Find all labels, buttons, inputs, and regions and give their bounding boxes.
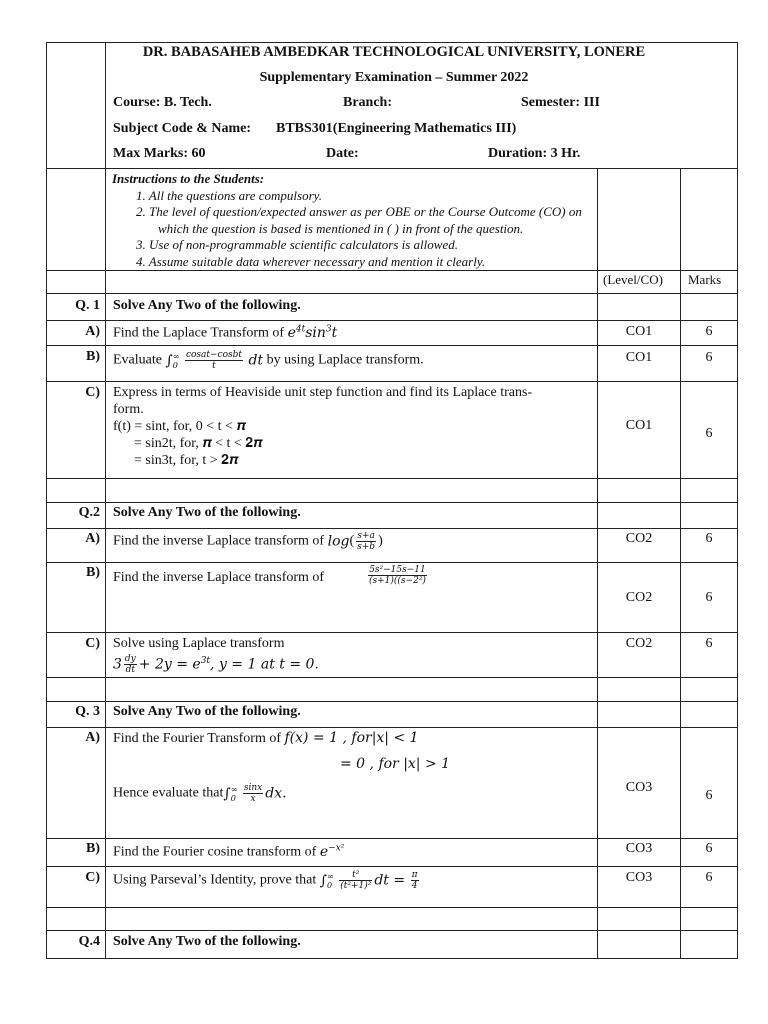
q3c-prompt: Using Parseval’s Identity, prove that bbox=[113, 872, 317, 888]
duration: Duration: 3 Hr. bbox=[488, 146, 581, 161]
q3a-hence bbox=[113, 783, 287, 804]
q3a-integral bbox=[223, 786, 237, 802]
q1b-marks: 6 bbox=[705, 350, 713, 365]
instruction-item: 4. Assume suitable data wherever necessary and mention it clearly. bbox=[136, 254, 486, 269]
q3a-label: A) bbox=[85, 730, 100, 745]
q2-number: Q.2 bbox=[78, 505, 100, 520]
q4-number: Q.4 bbox=[78, 934, 100, 949]
university-name: DR. BABASAHEB AMBEDKAR TECHNOLOGICAL UNIVERSITY, LONERE bbox=[142, 44, 646, 60]
q2b-frac bbox=[368, 565, 427, 586]
semester: Semester: III bbox=[521, 95, 600, 110]
q3c-fraction bbox=[339, 870, 372, 891]
integral-sign: ∫ bbox=[319, 872, 328, 889]
q1c-co: CO1 bbox=[625, 418, 653, 433]
q1a-prompt: Find the Laplace Transform of bbox=[113, 325, 285, 341]
row-divider bbox=[46, 478, 738, 479]
level-co-heading: (Level/CO) bbox=[603, 272, 663, 287]
row-divider bbox=[46, 930, 738, 931]
q1a-text bbox=[113, 324, 337, 342]
instruction-item: 3. Use of non-programmable scientific calculators is allowed. bbox=[136, 237, 458, 252]
row-divider bbox=[46, 907, 738, 908]
q2c-derivative bbox=[124, 654, 137, 675]
q1c-line2: form. bbox=[113, 402, 144, 417]
q3a-marks: 6 bbox=[705, 788, 713, 803]
row-divider bbox=[46, 320, 738, 321]
q4-title: Solve Any Two of the following. bbox=[113, 934, 301, 949]
q1a-exp: 4t bbox=[295, 324, 306, 334]
denominator: dt bbox=[125, 665, 136, 675]
q3c-result bbox=[411, 870, 419, 891]
numerator: cosat−cosbt bbox=[185, 350, 243, 360]
subject-value: BTBS301(Engineering Mathematics III) bbox=[276, 121, 517, 136]
numerator: 5s²−15s−11 bbox=[369, 565, 426, 575]
q1-number: Q. 1 bbox=[75, 298, 100, 313]
q2c-line1: Solve using Laplace transform bbox=[113, 636, 285, 651]
q3a-expr2: = 0 , for |x| > 1 bbox=[340, 756, 451, 772]
q2a-co: CO2 bbox=[625, 531, 653, 546]
q1b-dt: dt bbox=[248, 352, 264, 369]
row-divider bbox=[46, 727, 738, 728]
q3a-text bbox=[113, 730, 419, 747]
exponent: −x² bbox=[328, 843, 345, 853]
row-divider bbox=[46, 270, 738, 271]
q3b-text bbox=[113, 843, 344, 861]
instruction-item: 2. The level of question/expected answer as per OBE or the Course Outcome (CO) on bbox=[136, 204, 582, 219]
q2b-co: CO2 bbox=[625, 590, 653, 605]
q1c-line4: = sin2t, for, 𝝅 < t < 𝟐𝝅 bbox=[134, 436, 263, 451]
row-divider bbox=[46, 632, 738, 633]
row-divider bbox=[46, 528, 738, 529]
row-divider bbox=[46, 677, 738, 678]
q3a-fraction bbox=[243, 783, 263, 804]
q1c-line1: Express in terms of Heaviside unit step function and find its Laplace trans- bbox=[113, 385, 533, 400]
q3-title: Solve Any Two of the following. bbox=[113, 704, 301, 719]
q1a-expr bbox=[288, 325, 338, 341]
denominator: t bbox=[212, 361, 216, 371]
q2a-log: log bbox=[327, 533, 350, 550]
q1a-marks: 6 bbox=[705, 324, 713, 339]
row-divider bbox=[46, 838, 738, 839]
numerator: t² bbox=[339, 870, 372, 881]
q3b-label: B) bbox=[86, 841, 100, 856]
lower-limit: 0 bbox=[230, 793, 236, 803]
instructions-title: Instructions to the Students: bbox=[112, 171, 265, 186]
instruction-item: 1. All the questions are compulsory. bbox=[136, 188, 322, 203]
exponent: 3t bbox=[200, 655, 211, 666]
q1b-co: CO1 bbox=[625, 350, 653, 365]
upper-limit: ∞ bbox=[327, 871, 334, 881]
row-divider bbox=[46, 381, 738, 382]
denominator: x bbox=[250, 794, 256, 804]
q3a-dx: dx. bbox=[265, 785, 287, 802]
q3c-marks: 6 bbox=[705, 870, 713, 885]
numerator: π bbox=[411, 870, 418, 880]
numerator: sinx bbox=[243, 783, 263, 793]
numerator: s+a bbox=[357, 531, 375, 541]
q1c-marks: 6 bbox=[705, 426, 713, 441]
q1c-line3: f(t) = sint, for, 0 < t < 𝝅 bbox=[113, 419, 246, 434]
row-divider bbox=[46, 345, 738, 346]
branch: Branch: bbox=[343, 95, 392, 110]
q2a-text: Find the inverse Laplace transform of log( $\frac{s+a}{s+b}$ ) bbox=[113, 531, 383, 552]
q2c-label: C) bbox=[85, 636, 100, 651]
q1a-co: CO1 bbox=[625, 324, 653, 339]
q1c-line5: = sin3t, for, t > 𝟐𝝅 bbox=[134, 453, 239, 468]
q3c-text bbox=[113, 870, 421, 891]
subject-label: Subject Code & Name: bbox=[113, 121, 252, 136]
upper-limit: ∞ bbox=[172, 351, 180, 361]
q3c-integral bbox=[320, 873, 334, 889]
base: e bbox=[319, 843, 329, 860]
q2b-marks: 6 bbox=[705, 590, 713, 605]
condition: , y = 1 at t = 0. bbox=[210, 656, 319, 673]
q1b-prompt: Evaluate bbox=[113, 352, 162, 368]
rhs: + 2y = e bbox=[138, 656, 201, 673]
integral-sign: ∫ bbox=[165, 352, 173, 369]
q2a-label: A) bbox=[85, 531, 100, 546]
q3a-prompt: Find the Fourier Transform of bbox=[113, 731, 281, 746]
q1b-text bbox=[113, 350, 424, 371]
q2c-co: CO2 bbox=[625, 636, 653, 651]
denominator: 4 bbox=[411, 881, 418, 891]
q1a-var: t bbox=[331, 324, 338, 341]
row-divider bbox=[46, 168, 738, 169]
q3b-marks: 6 bbox=[705, 841, 713, 856]
q2c-marks: 6 bbox=[705, 636, 713, 651]
q1b-label: B) bbox=[86, 349, 100, 364]
q1a-sin: sin bbox=[305, 324, 326, 341]
row-divider bbox=[46, 293, 738, 294]
numerator: dy bbox=[124, 654, 136, 664]
coefficient: 3 bbox=[113, 656, 122, 673]
q3c-label: C) bbox=[85, 870, 100, 885]
exam-title: Supplementary Examination – Summer 2022 bbox=[259, 70, 529, 85]
row-divider bbox=[46, 701, 738, 702]
denominator: s+b bbox=[357, 542, 376, 552]
q3a-expr1: f(x) = 1 , for|x| < 1 bbox=[284, 730, 419, 746]
denominator: (t²+1)² bbox=[340, 881, 372, 891]
instruction-item: which the question is based is mentioned in ( ) in front of the question. bbox=[158, 221, 524, 236]
q2c-equation bbox=[113, 654, 319, 675]
lower-limit: 0 bbox=[327, 880, 333, 890]
q1b-fraction bbox=[185, 350, 243, 371]
q2a-marks: 6 bbox=[705, 531, 713, 546]
upper-limit: ∞ bbox=[230, 784, 238, 794]
col-divider-1 bbox=[105, 42, 106, 959]
q3b-prompt: Find the Fourier cosine transform of bbox=[113, 844, 317, 860]
q3a-co: CO3 bbox=[625, 780, 653, 795]
q3-number: Q. 3 bbox=[75, 704, 100, 719]
q3a-hence-text: Hence evaluate that bbox=[113, 785, 224, 801]
exam-date: Date: bbox=[326, 146, 359, 161]
max-marks: Max Marks: 60 bbox=[113, 146, 206, 161]
q2b-label: B) bbox=[86, 565, 100, 580]
q2b-prompt: Find the inverse Laplace transform of bbox=[113, 570, 325, 585]
q1c-label: C) bbox=[85, 385, 100, 400]
q1a-sin-exp: 3 bbox=[325, 324, 332, 334]
denominator: (s+1)((s−2²) bbox=[369, 576, 426, 586]
marks-heading: Marks bbox=[688, 272, 722, 287]
lower-limit: 0 bbox=[172, 360, 178, 370]
q2a-prompt: Find the inverse Laplace transform of bbox=[113, 533, 325, 549]
row-divider bbox=[46, 562, 738, 563]
q3b-co: CO3 bbox=[625, 841, 653, 856]
q2-title: Solve Any Two of the following. bbox=[113, 505, 301, 520]
q3c-co: CO3 bbox=[625, 870, 653, 885]
row-divider bbox=[46, 866, 738, 867]
q3c-dt: dt = bbox=[374, 872, 406, 889]
course: Course: B. Tech. bbox=[113, 95, 212, 110]
integral-sign: ∫ bbox=[223, 785, 231, 802]
q1a-label: A) bbox=[85, 324, 100, 339]
q1b-integral bbox=[165, 353, 179, 369]
q2a-fraction bbox=[356, 531, 376, 552]
q1-title: Solve Any Two of the following. bbox=[113, 298, 301, 313]
row-divider bbox=[46, 502, 738, 503]
q1a-base: e bbox=[287, 324, 296, 341]
q1b-tail: by using Laplace transform. bbox=[266, 352, 424, 368]
q3b-expr bbox=[320, 844, 345, 860]
q2b-fraction bbox=[366, 565, 429, 586]
